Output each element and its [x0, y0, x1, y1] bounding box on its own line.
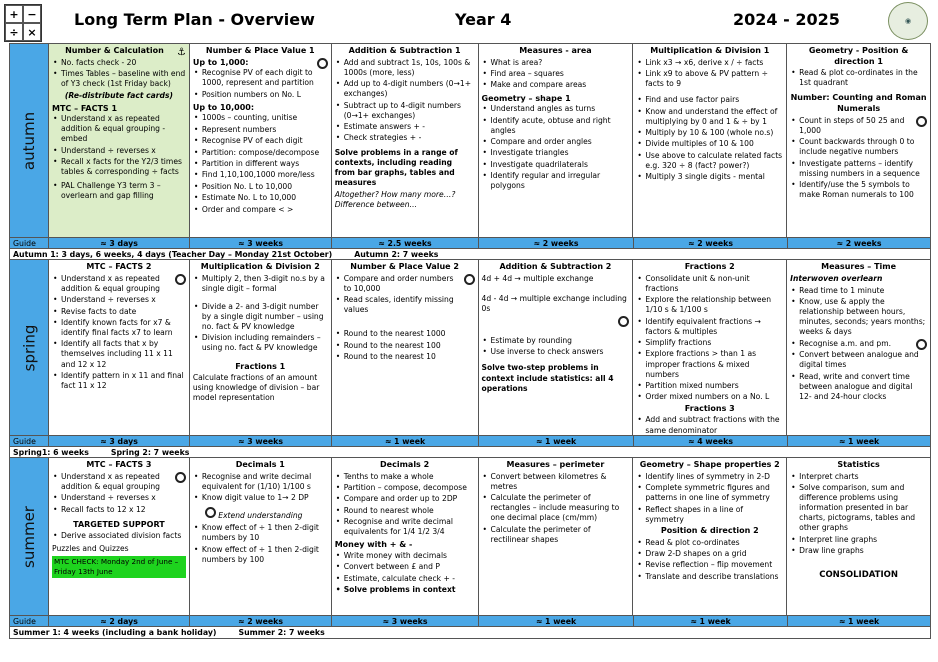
cell-heading: Fractions 3 [684, 403, 735, 413]
cell-text: Altogether? How many more…? Difference between… [334, 189, 456, 210]
guide-cell: ≈ 1 week [479, 616, 634, 626]
spiral-icon [205, 507, 216, 518]
summer-col-2 [190, 458, 332, 615]
list-item: • Solve problems in context [335, 585, 475, 595]
guide-cell: ≈ 3 weeks [190, 238, 332, 248]
list-item: • Round to the nearest 1000 [335, 329, 475, 339]
guide-cell: ≈ 3 days [49, 238, 190, 248]
cell-heading: Fractions 2 [684, 262, 735, 271]
guide-cell: ≈ 3 weeks [332, 616, 479, 626]
list-item: • Understand ÷ reverses x [52, 493, 186, 503]
cell-text: Solve two-step problems in context include statistics: all 4 operations [481, 363, 614, 393]
list-item: • 1000s – counting, unitise [193, 113, 328, 123]
list-item: • Read scales, identify missing values [335, 295, 475, 315]
guide-cell: ≈ 2 days [49, 616, 190, 626]
autumn-col-5 [633, 44, 787, 237]
spiral-icon [916, 339, 927, 350]
list-item: • Recall facts to 12 x 12 [52, 505, 186, 515]
list-item: • Interpret line graphs [790, 535, 927, 545]
spring-row [10, 260, 930, 435]
guide-cell: ≈ 1 week [838, 436, 880, 446]
list-item: • Identify/use the 5 symbols to make Roman numerals to 100 [790, 180, 927, 200]
autumn-note [10, 249, 930, 260]
list-item: • Count in steps of 50 25 and 1,000 [790, 116, 927, 136]
summer-guide [10, 615, 930, 627]
list-item: • Check strategies + - [335, 133, 475, 143]
spiral-icon [464, 274, 475, 285]
guide-cell: Guide [10, 436, 49, 446]
date-range: 2024 - 2025 [733, 10, 840, 29]
cell-heading: Measures - area [519, 46, 592, 55]
season-summer: summer [10, 458, 49, 615]
list-item: • Understand ÷ reverses x [52, 146, 186, 156]
list-item: • Complete symmetric figures and patterns in one line of symmetry [636, 483, 783, 503]
summer-row [10, 458, 930, 615]
cell-heading: Decimals 2 [380, 460, 430, 469]
list-item: • Make and compare areas [482, 80, 630, 90]
list-item: • Identify acute, obtuse and right angles [482, 116, 630, 136]
list-item: • Partition – compose, decompose [335, 483, 475, 493]
minus-icon: − [23, 5, 41, 23]
list-item: • Multiply by 10 & 100 (whole no.s) [636, 128, 783, 138]
list-item: • Recognise and write decimal equivalents for 1/4 1/2 3/4 [335, 517, 475, 537]
list-item: • Identify all facts that x by themselves including 11 x 11 and 12 x 12 [52, 339, 186, 369]
cell-text: 4d - 4d → multiple exchange including 0s [481, 293, 627, 313]
autumn-col-6 [787, 44, 930, 237]
list-item: • Times Tables – baseline with end of Y3 check (1st Friday back) [52, 69, 186, 89]
spring-col-6 [787, 260, 930, 435]
list-item: • Investigate triangles [482, 148, 630, 158]
list-item: • Round to the nearest 100 [335, 341, 475, 351]
list-item: • Add up to 4-digit numbers (0→1+ exchanges) [335, 79, 475, 99]
cell-text: CONSOLIDATION [819, 570, 898, 581]
list-item: • Understand x as repeated addition & equal grouping - embed [52, 114, 186, 144]
list-item: • Revise reflection – flip movement [636, 560, 783, 570]
autumn-col-4 [479, 44, 634, 237]
list-item: • Estimate answers + - [335, 122, 475, 132]
cell-text: Interwoven overlearn [790, 273, 883, 283]
multiply-icon: × [23, 23, 41, 41]
list-item: • Round to the nearest 10 [335, 352, 475, 362]
guide-cell: ≈ 2.5 weeks [332, 238, 479, 248]
cell-heading: Money with + & - [334, 540, 413, 550]
list-item: • Division including remainders – using no. fact & PV knowledge [193, 333, 328, 353]
cell-text [482, 316, 630, 330]
list-item: • Position numbers on No. L [193, 90, 328, 100]
operations-icon [4, 4, 42, 42]
list-item: • Know, use & apply the relationship between hours, minutes, seconds; years months; weeks & days [790, 297, 927, 337]
spiral-icon [916, 116, 927, 127]
term-note: Summer 2: 7 weeks [238, 628, 325, 637]
autumn-col-3 [332, 44, 479, 237]
list-item: • Read & plot co-ordinates in the 1st quadrant [790, 68, 927, 88]
guide-cell: ≈ 4 weeks [634, 436, 788, 446]
cell-text: (Re-distribute fact cards) [64, 90, 173, 100]
season-spring: spring [10, 260, 49, 435]
list-item: • Investigate quadrilaterals [482, 160, 630, 170]
list-item: • Multiply 2, then 3-digit no.s by a single digit – formal [193, 274, 328, 294]
spring-note [10, 447, 930, 458]
cell-text: 4d + 4d → multiple exchange [481, 273, 594, 283]
cell-heading: Addition & Subtraction 1 [348, 46, 461, 55]
list-item: • Consolidate unit & non-unit fractions [636, 274, 783, 294]
plus-icon: + [5, 5, 23, 23]
cell-heading: Measures – perimeter [506, 460, 605, 469]
list-item: • No. facts check - 20 [52, 58, 186, 68]
cell-heading: Statistics [837, 460, 880, 469]
cell-heading: Number & Place Value 2 [350, 262, 459, 271]
list-item: • Find area – squares [482, 69, 630, 79]
cell-heading: Geometry – shape 1 [481, 93, 571, 103]
cell-heading: Multiplication & Division 2 [200, 262, 320, 271]
page-title: Long Term Plan - Overview [74, 10, 315, 29]
school-logo-icon: ◉ [888, 2, 928, 40]
list-item: • Understand x as repeated addition & equal grouping [52, 274, 186, 294]
list-item: • Explore the relationship between 1/10 s & 1/100 s [636, 295, 783, 315]
list-item: • Position No. L to 10,000 [193, 182, 328, 192]
autumn-col-2 [190, 44, 332, 237]
list-item: • Calculate the perimeter of rectangles – include measuring to one decimal place (cm/mm) [482, 493, 630, 523]
list-item: • Identify pattern in x 11 and final fact 11 x 12 [52, 371, 186, 391]
list-item: • Recognise a.m. and pm. [790, 339, 927, 349]
list-item: • Identify regular and irregular polygons [482, 171, 630, 191]
cell-heading: Measures – Time [821, 262, 897, 271]
guide-cell: ≈ 1 week [332, 436, 479, 446]
list-item: • Write money with decimals [335, 551, 475, 561]
list-item: • Solve comparison, sum and difference problems using information presented in bar charts, pictograms, tables and other graphs [790, 483, 927, 533]
guide-cell: ≈ 1 week [479, 436, 634, 446]
list-item: • Draw line graphs [790, 546, 927, 556]
spring-col-4 [479, 260, 634, 435]
cell-text: Calculate fractions of an amount using knowledge of division – bar model representation [192, 373, 320, 403]
list-item: • Understand x as repeated addition & equal grouping [52, 472, 186, 492]
cell-heading: Number: Counting and Roman Numerals [790, 93, 927, 114]
list-item: • Tenths to make a whole [335, 472, 475, 482]
list-item: • Read time to 1 minute [790, 286, 927, 296]
list-item: • Compare and order up to 2DP [335, 494, 475, 504]
list-item: • Read & plot co-ordinates [636, 538, 783, 548]
list-item: • Read, write and convert time between analogue and digital 12- and 24-hour clocks [790, 372, 927, 402]
list-item: • Revise facts to date [52, 307, 186, 317]
guide-cell: ≈ 2 weeks [634, 238, 788, 248]
list-item: • Use inverse to check answers [482, 347, 630, 357]
cell-text: Extend understanding [193, 507, 328, 521]
list-item: • Draw 2-D shapes on a grid [636, 549, 783, 559]
term-note: Spring 2: 7 weeks [110, 447, 190, 457]
list-item: • Estimate No. L to 10,000 [193, 193, 328, 203]
spring-guide [10, 435, 930, 447]
list-item: • Recognise and write decimal equivalent for (1/10) 1/100 s [193, 472, 328, 492]
summer-col-1 [49, 458, 190, 615]
list-item: • Partition: compose/decompose [193, 148, 328, 158]
mtc-check-badge: MTC CHECK: Monday 2nd of June – Friday 13th June [52, 556, 186, 577]
cell-heading: Multiplication & Division 1 [650, 46, 770, 55]
list-item: • Recognise PV of each digit [193, 136, 328, 146]
list-item: • Identify known facts for x7 & identify final facts x7 to learn [52, 318, 186, 338]
list-item: • Convert between analogue and digital times [790, 350, 927, 370]
cell-heading: Number & Place Value 1 [205, 46, 315, 55]
list-item: • Convert between kilometres & metres [482, 472, 630, 492]
cell-text: Puzzles and Quizzes [52, 544, 129, 554]
list-item: • Partition in different ways [193, 159, 328, 169]
summer-note [10, 627, 930, 638]
guide-cell: Guide [10, 238, 49, 248]
list-item: • Find and use factor pairs [636, 95, 783, 105]
list-item: • Translate and describe translations [636, 572, 783, 582]
summer-col-4 [479, 458, 634, 615]
summer-col-5 [633, 458, 787, 615]
list-item: • Link x3 → x6, derive x / ÷ facts [636, 58, 783, 68]
guide-cell: ≈ 1 week [634, 616, 788, 626]
list-item: • Know effect of ÷ 1 then 2-digit numbers by 10 [193, 523, 328, 543]
list-item: • Count backwards through 0 to include negative numbers [790, 137, 927, 157]
list-item: • Know digit value to 1→ 2 DP [193, 493, 328, 503]
list-item: • PAL Challenge Y3 term 3 – overlearn and gap filling [52, 181, 186, 201]
cell-heading: MTC – FACTS 3 [86, 460, 152, 469]
list-item: • Divide a 2- and 3-digit number by a single digit number – using no. fact & PV knowledge [193, 302, 328, 332]
list-item: • Simplify fractions [636, 338, 783, 348]
list-item: • Interpret charts [790, 472, 927, 482]
plan-grid [9, 43, 931, 639]
term-note: Autumn 1: 3 days, 6 weeks, 4 days (Teacher Day – Monday 21st October) [13, 249, 333, 259]
summer-col-3 [332, 458, 479, 615]
list-item: • Use above to calculate related facts e.g. 320 ÷ 8 (fact? power?) [636, 151, 783, 171]
list-item: • Calculate the perimeter of rectilinear shapes [482, 525, 630, 545]
cell-heading: Geometry - Position & direction 1 [808, 46, 909, 66]
list-item: • What is area? [482, 58, 630, 68]
list-item: • Subtract up to 4-digit numbers (0→1+ exchanges) [335, 101, 475, 121]
cell-heading: TARGETED SUPPORT [73, 519, 165, 529]
autumn-row [10, 44, 930, 237]
cell-heading: Up to 1,000: [193, 58, 328, 69]
season-autumn: autumn [10, 44, 49, 237]
list-item: • Order mixed numbers on a No. L [636, 392, 783, 402]
guide-cell: ≈ 3 days [49, 436, 190, 446]
cell-heading: MTC – FACTS 1 [52, 103, 118, 113]
list-item: • Round to nearest whole [335, 506, 475, 516]
spring-col-3 [332, 260, 479, 435]
guide-cell: ≈ 2 weeks [190, 616, 332, 626]
list-item: • Represent numbers [193, 125, 328, 135]
list-item: • Reflect shapes in a line of symmetry [636, 505, 783, 525]
cell-heading: MTC – FACTS 2 [86, 262, 152, 271]
list-item: • Know and understand the effect of multiplying by 0 and 1 & ÷ by 1 [636, 107, 783, 127]
list-item: • Investigate patterns – identify missing numbers in a sequence [790, 159, 927, 179]
list-item: • Compare and order angles [482, 137, 630, 147]
year-label: Year 4 [455, 10, 512, 29]
guide-cell: Guide [10, 616, 49, 626]
spring-col-2 [190, 260, 332, 435]
list-item: • Add and subtract fractions with the same denominator [636, 415, 783, 435]
list-item: • Recall x facts for the Y2/3 times tables & corresponding ÷ facts [52, 157, 186, 177]
spiral-icon [175, 274, 186, 285]
spiral-icon [317, 58, 328, 69]
anchor-icon: ⚓ [176, 47, 186, 58]
list-item: • Find 1,10,100,1000 more/less [193, 170, 328, 180]
list-item: • Understand ÷ reverses x [52, 295, 186, 305]
cell-heading: Position & direction 2 [660, 525, 759, 535]
spiral-icon [175, 472, 186, 483]
spiral-icon [618, 316, 629, 327]
cell-heading: Number & Calculation ⚓ [65, 46, 186, 58]
guide-cell: ≈ 2 weeks [836, 238, 882, 248]
term-note: Autumn 2: 7 weeks [354, 249, 439, 259]
term-note: Summer 1: 4 weeks (including a bank holiday) [13, 628, 217, 637]
cell-heading: Addition & Subtraction 2 [499, 262, 612, 271]
cell-heading: Up to 10,000: [192, 102, 255, 112]
cell-heading: Decimals 1 [235, 460, 285, 469]
list-item: • Know effect of ÷ 1 then 2-digit numbers by 100 [193, 545, 328, 565]
list-item: • Partition mixed numbers [636, 381, 783, 391]
autumn-col-1 [49, 44, 190, 237]
spring-col-5 [633, 260, 787, 435]
cell-heading: Fractions 1 [235, 361, 286, 371]
list-item: • Understand angles as turns [482, 104, 630, 114]
summer-col-6 [787, 458, 930, 615]
list-item: • Order and compare < > [193, 205, 328, 215]
guide-cell: ≈ 2 weeks [479, 238, 634, 248]
list-item: • Compare and order numbers to 10,000 [335, 274, 475, 294]
list-item: • Convert between £ and P [335, 562, 475, 572]
term-note: Spring1: 6 weeks [13, 447, 89, 457]
cell-heading: Geometry – Shape properties 2 [639, 460, 780, 469]
list-item: • Recognise PV of each digit to 1000, represent and partition [193, 68, 328, 88]
list-item: • Add and subtract 1s, 10s, 100s & 1000s (more, less) [335, 58, 475, 78]
list-item: • Estimate, calculate check + - [335, 574, 475, 584]
autumn-guide [10, 237, 930, 249]
guide-cell: ≈ 1 week [838, 616, 880, 626]
list-item: • Link x9 to above & PV pattern ÷ facts to 9 [636, 69, 783, 89]
header [0, 0, 938, 40]
guide-cell: ≈ 3 weeks [190, 436, 332, 446]
list-item: • Multiply 3 single digits - mental [636, 172, 783, 182]
cell-text: Solve problems in a range of contexts, including reading from bar graphs, tables and measures [334, 147, 458, 187]
list-item: • Estimate by rounding [482, 336, 630, 346]
list-item: • Derive associated division facts [52, 531, 186, 541]
divide-icon: ÷ [5, 23, 23, 41]
list-item: • Explore fractions > than 1 as improper fractions & mixed numbers [636, 349, 783, 379]
list-item: • Divide multiples of 10 & 100 [636, 139, 783, 149]
list-item: • Identify lines of symmetry in 2-D [636, 472, 783, 482]
spring-col-1 [49, 260, 190, 435]
list-item: • Identify equivalent fractions → factors & multiples [636, 317, 783, 337]
